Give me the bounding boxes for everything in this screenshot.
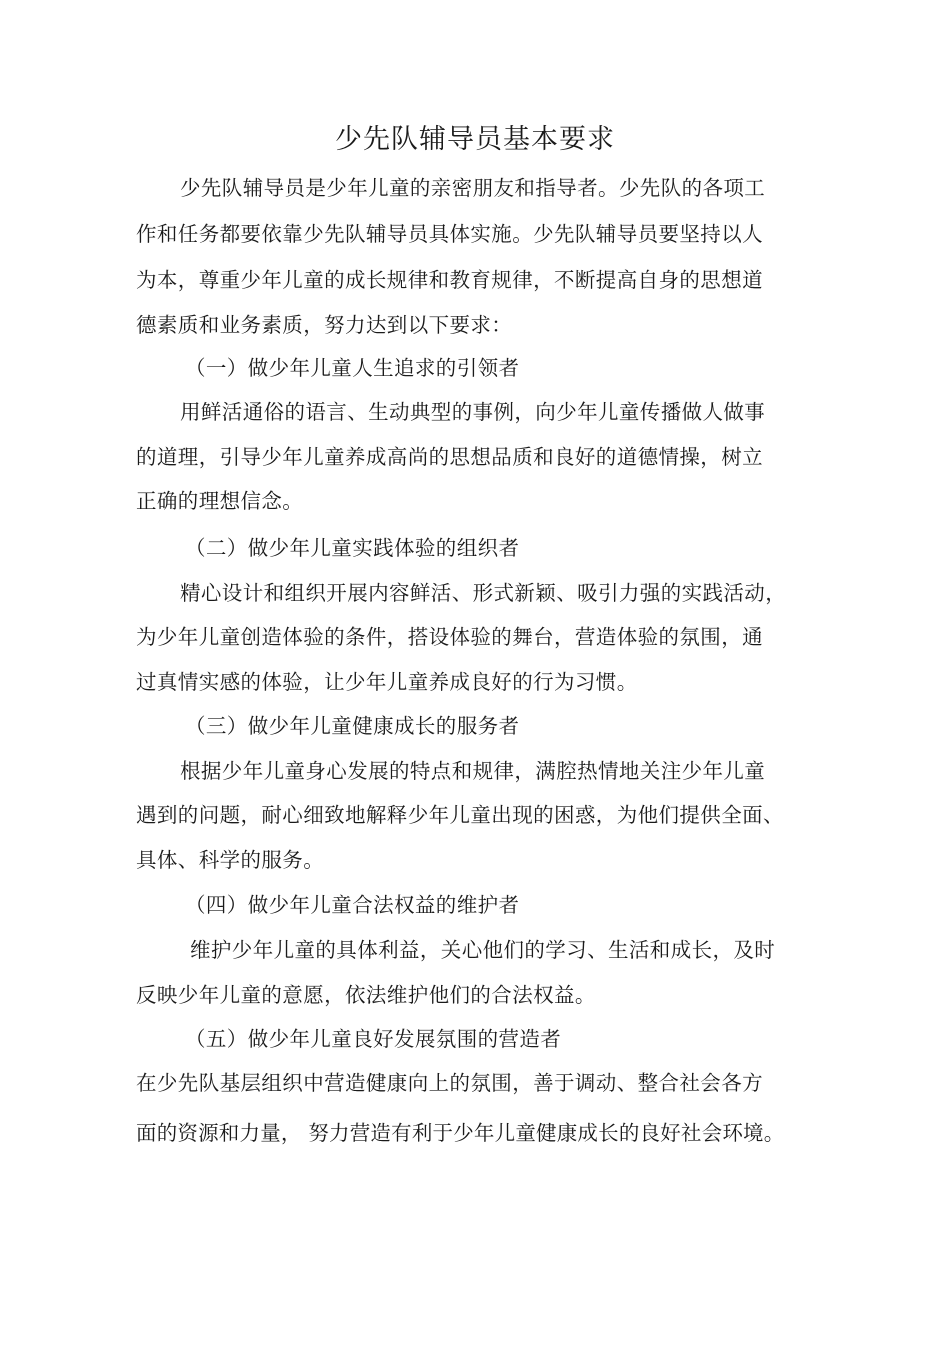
document-title: 少先队辅导员基本要求 <box>335 124 615 155</box>
section-4-line-1: 维护少年儿童的具体利益，关心他们的学习、生活和成长，及时 <box>190 938 776 962</box>
section-2-line-3: 过真情实感的体验，让少年儿童养成良好的行为习惯。 <box>136 670 638 694</box>
section-5-line-2: 面的资源和力量， 努力营造有利于少年儿童健康成长的良好社会环境。 <box>136 1121 785 1145</box>
section-heading-4: （四）做少年儿童合法权益的维护者 <box>185 893 520 917</box>
section-3-line-3: 具体、科学的服务。 <box>136 848 325 872</box>
section-3-line-2: 遇到的问题，耐心细致地解释少年儿童出现的困惑，为他们提供全面、 <box>136 803 784 827</box>
intro-line-3: 为本，尊重少年儿童的成长规律和教育规律，不断提高自身的思想道 <box>136 268 763 292</box>
section-heading-3: （三）做少年儿童健康成长的服务者 <box>185 714 520 738</box>
section-heading-2: （二）做少年儿童实践体验的组织者 <box>185 536 520 560</box>
section-4-line-2: 反映少年儿童的意愿，依法维护他们的合法权益。 <box>136 983 596 1007</box>
section-5-line-1: 在少先队基层组织中营造健康向上的氛围，善于调动、整合社会各方 <box>136 1071 763 1095</box>
intro-line-1: 少先队辅导员是少年儿童的亲密朋友和指导者。少先队的各项工 <box>180 176 766 200</box>
intro-line-4: 德素质和业务素质，努力达到以下要求： <box>136 313 513 337</box>
section-heading-5: （五）做少年儿童良好发展氛围的营造者 <box>185 1027 562 1051</box>
section-2-line-2: 为少年儿童创造体验的条件，搭设体验的舞台，营造体验的氛围，通 <box>136 625 763 649</box>
section-1-line-2: 的道理，引导少年儿童养成高尚的思想品质和良好的道德情操，树立 <box>136 445 763 469</box>
section-3-line-1: 根据少年儿童身心发展的特点和规律，满腔热情地关注少年儿童 <box>180 759 766 783</box>
section-1-line-3: 正确的理想信念。 <box>136 489 304 513</box>
section-2-line-1: 精心设计和组织开展内容鲜活、形式新颖、吸引力强的实践活动， <box>180 581 787 605</box>
section-heading-1: （一）做少年儿童人生追求的引领者 <box>185 356 520 380</box>
intro-line-2: 作和任务都要依靠少先队辅导员具体实施。少先队辅导员要坚持以人 <box>136 222 763 246</box>
section-1-line-1: 用鲜活通俗的语言、生动典型的事例，向少年儿童传播做人做事 <box>180 400 766 424</box>
